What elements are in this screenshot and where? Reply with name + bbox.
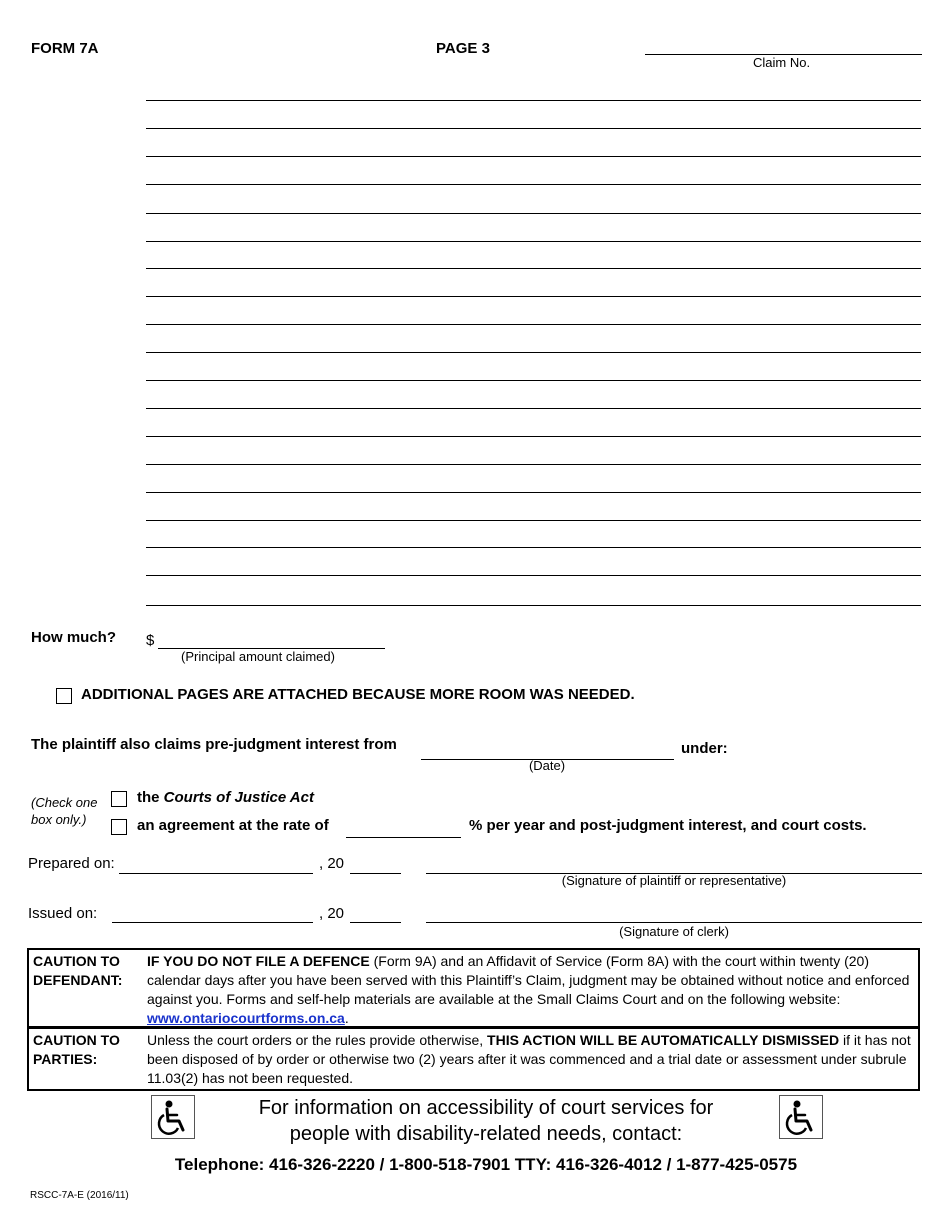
caution-parties-label-1: CAUTION TO [33,1032,120,1048]
detail-line[interactable] [146,100,921,101]
prepared-on-label: Prepared on: [28,855,115,872]
detail-line[interactable] [146,408,921,409]
issued-on-label: Issued on: [28,905,98,922]
prepared-date-field[interactable] [119,873,313,874]
caution-parties-text [147,1031,914,1088]
currency-symbol: $ [146,632,155,649]
caution-parties-bold: THIS ACTION WILL BE AUTOMATICALLY DISMISSED [487,1032,840,1048]
detail-line[interactable] [146,436,921,437]
interest-date-caption: (Date) [528,758,566,773]
caution-defendant-text [147,952,914,1028]
how-much-label: How much? [31,629,116,646]
detail-line[interactable] [146,492,921,493]
courts-of-justice-act: Courts of Justice Act [163,789,314,806]
caution-defendant-bold: IF YOU DO NOT FILE A DEFENCE [147,953,370,969]
caution-defendant-end: . [344,1010,349,1026]
caution-defendant-label [33,952,122,990]
issued-year-prefix: , 20 [319,905,345,922]
wheelchair-icon [151,1095,195,1139]
detail-line[interactable] [146,213,921,214]
detail-line[interactable] [146,268,921,269]
wheelchair-icon [779,1095,823,1139]
agreement-rate-suffix: % per year and post-judgment interest, and court costs. [469,817,867,834]
interest-under: under: [681,740,728,757]
issued-year-field[interactable] [350,922,401,923]
caution-defendant-box [27,948,920,1028]
check-note-2: box only.) [31,812,87,827]
caution-parties-label [33,1031,120,1069]
accessibility-line-2: people with disability-related needs, contact: [289,1123,683,1145]
detail-line[interactable] [146,156,921,157]
caution-parties-body-1: Unless the court orders or the rules provide otherwise, [147,1032,488,1048]
agreement-rate-checkbox[interactable] [111,819,127,835]
form-number: FORM 7A [31,40,99,57]
caution-parties-box [27,1027,920,1091]
additional-pages-label: ADDITIONAL PAGES ARE ATTACHED BECAUSE MORE ROOM WAS NEEDED. [81,686,635,703]
interest-rate-field[interactable] [346,837,461,838]
accessibility-phone: Telephone: 416-326-2220 / 1-800-518-7901 TTY: 416-326-4012 / 1-877-425-0575 [174,1155,798,1174]
detail-line[interactable] [146,575,921,576]
clerk-signature-caption: (Signature of clerk) [619,924,729,939]
caution-parties-label-2: PARTIES: [33,1051,98,1067]
ontario-court-forms-link[interactable]: www.ontariocourtforms.on.ca [147,1010,345,1026]
form-code: RSCC-7A-E (2016/11) [30,1190,129,1201]
agreement-rate-label: an agreement at the rate of [137,817,329,834]
page-number: PAGE 3 [436,40,490,57]
detail-line[interactable] [146,352,921,353]
detail-line[interactable] [146,184,921,185]
detail-line[interactable] [146,520,921,521]
additional-pages-checkbox[interactable] [56,688,72,704]
caution-defendant-label-2: DEFENDANT: [33,972,123,988]
detail-line[interactable] [146,324,921,325]
prepared-year-prefix: , 20 [319,855,345,872]
clerk-signature-field[interactable] [426,922,922,923]
courts-of-justice-prefix: the [137,789,164,806]
check-note-1: (Check one [31,795,98,810]
accessibility-info [200,1095,772,1147]
detail-line[interactable] [146,296,921,297]
detail-line[interactable] [146,128,921,129]
principal-amount-caption: (Principal amount claimed) [181,649,335,664]
detail-line[interactable] [146,241,921,242]
interest-lead: The plaintiff also claims pre-judgment interest from [31,736,397,753]
prepared-year-field[interactable] [350,873,401,874]
detail-line[interactable] [146,605,921,606]
detail-line[interactable] [146,464,921,465]
courts-of-justice-checkbox[interactable] [111,791,127,807]
detail-line[interactable] [146,380,921,381]
claim-number-label: Claim No. [753,55,811,70]
plaintiff-signature-caption: (Signature of plaintiff or representative) [561,873,787,888]
caution-parties-body-2: if it has not been disposed of by order or otherwise two (2) years after it was commenced and a trial date or assessment under subrule 11.03(2) has not been requested. [147,1032,911,1086]
issued-date-field[interactable] [112,922,313,923]
accessibility-line-1: For information on accessibility of court services for [258,1097,714,1119]
detail-line[interactable] [146,547,921,548]
courts-of-justice-label [137,789,314,806]
caution-defendant-label-1: CAUTION TO [33,953,120,969]
caution-defendant-body: (Form 9A) and an Affidavit of Service (Form 8A) with the court within twenty (20) calendar days after you have been served with this Plaintiff’s Claim, judgment may be obtained without notice and enforced against you. Forms and self-help materials are available at the Small Claims Court and on the following website: [147,953,910,1007]
